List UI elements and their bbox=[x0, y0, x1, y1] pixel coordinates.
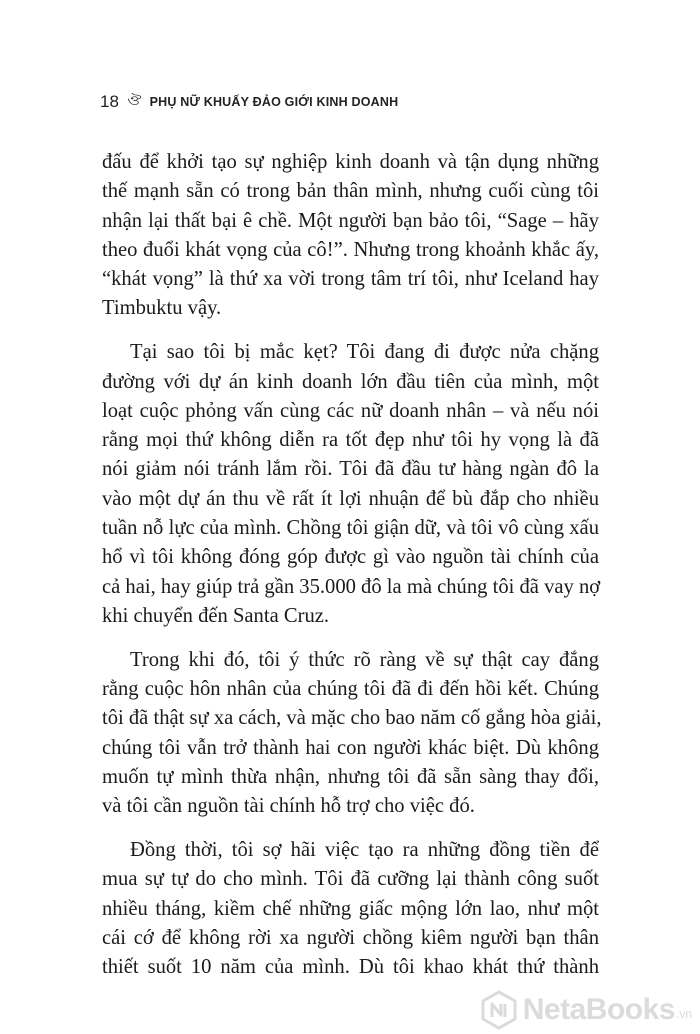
running-header bbox=[100, 90, 398, 114]
text-line: thế mạnh sẵn có trong bản thân mình, nhưng cuối cùng tôi bbox=[102, 180, 599, 203]
text-line: khi chuyển đến Santa Cruz. bbox=[102, 604, 330, 627]
text-line: cái cớ để không rời xa người chồng kiêm người bạn thân bbox=[102, 926, 599, 949]
paragraph-1 bbox=[102, 148, 599, 324]
paragraph-2 bbox=[102, 338, 599, 631]
watermark bbox=[479, 990, 692, 1030]
text-line: rằng cuộc hôn nhân của chúng tôi đã đi đến hồi kết. Chúng bbox=[102, 678, 599, 701]
ornament-icon: ঔ bbox=[127, 93, 142, 109]
text-line: chúng tôi vẫn trở thành hai con người khác biệt. Dù không bbox=[102, 736, 599, 759]
text-line: nhận lại thất bại ê chề. Một người bạn bảo tôi, “Sage – hãy bbox=[102, 209, 599, 232]
text-line: loạt cuộc phỏng vấn cùng các nữ doanh nhân – và nếu nói bbox=[102, 399, 599, 422]
text-line: nói giảm nói tránh lắm rồi. Tôi đã đầu tư hàng ngàn đô la bbox=[102, 458, 599, 481]
text-line: Trong khi đó, tôi ý thức rõ ràng về sự thật cay đắng bbox=[130, 648, 599, 671]
watermark-text: NetaBooks bbox=[522, 993, 675, 1026]
text-line: rằng mọi thứ không diễn ra tốt đẹp như tôi hy vọng là đã bbox=[102, 429, 599, 452]
body-text bbox=[102, 148, 602, 997]
text-line: tôi đã thật sự xa cách, và mặc cho bao năm cố gắng hòa giải, bbox=[102, 707, 602, 730]
text-line: tuần nỗ lực của mình. Chồng tôi giận dữ, và tôi vô cùng xấu bbox=[102, 517, 599, 540]
text-line: đấu để khởi tạo sự nghiệp kinh doanh và tận dụng những bbox=[102, 151, 599, 173]
text-line: mua sự tự do cho mình. Tôi đã cưỡng lại thành công suốt bbox=[102, 868, 599, 891]
netabooks-logo-icon bbox=[479, 990, 519, 1030]
text-line: thiết suốt 10 năm của mình. Dù tôi khao khát thứ thành bbox=[102, 956, 599, 979]
text-line: hổ vì tôi không đóng góp được gì vào nguồn tài chính của bbox=[102, 546, 599, 569]
text-line: “khát vọng” là thứ xa vời trong tâm trí tôi, như Iceland hay bbox=[102, 268, 599, 291]
text-line: đường với dự án kinh doanh lớn đầu tiên của mình, một bbox=[102, 370, 599, 393]
text-line: Timbuktu vậy. bbox=[102, 297, 222, 320]
paragraph-4 bbox=[102, 836, 599, 982]
watermark-suffix: .vn bbox=[675, 1007, 692, 1021]
text-line: Đồng thời, tôi sợ hãi việc tạo ra những đồng tiền để bbox=[130, 839, 599, 862]
text-line: và tôi cần nguồn tài chính hỗ trợ cho việc đó. bbox=[102, 795, 475, 818]
text-line: Tại sao tôi bị mắc kẹt? Tôi đang đi được nửa chặng bbox=[130, 341, 599, 364]
page-number: 18 bbox=[100, 92, 119, 111]
book-title: PHỤ NỮ KHUẤY ĐẢO GIỚI KINH DOANH bbox=[149, 95, 399, 109]
text-line: vào một dự án thu về rất ít lợi nhuận để bù đắp cho nhiều bbox=[102, 487, 599, 510]
text-line: nhiều tháng, kiềm chế những giấc mộng lớn lao, như một bbox=[102, 897, 599, 920]
paragraph-3 bbox=[102, 646, 602, 822]
text-line: cả hai, hay giúp trả gần 35.000 đô la mà chúng tôi đã vay nợ bbox=[102, 575, 601, 598]
text-line: muốn tự mình thừa nhận, nhưng tôi đã sẵn sàng thay đổi, bbox=[102, 765, 599, 788]
text-line: theo đuổi khát vọng của cô!”. Nhưng trong khoảnh khắc ấy, bbox=[102, 238, 599, 261]
